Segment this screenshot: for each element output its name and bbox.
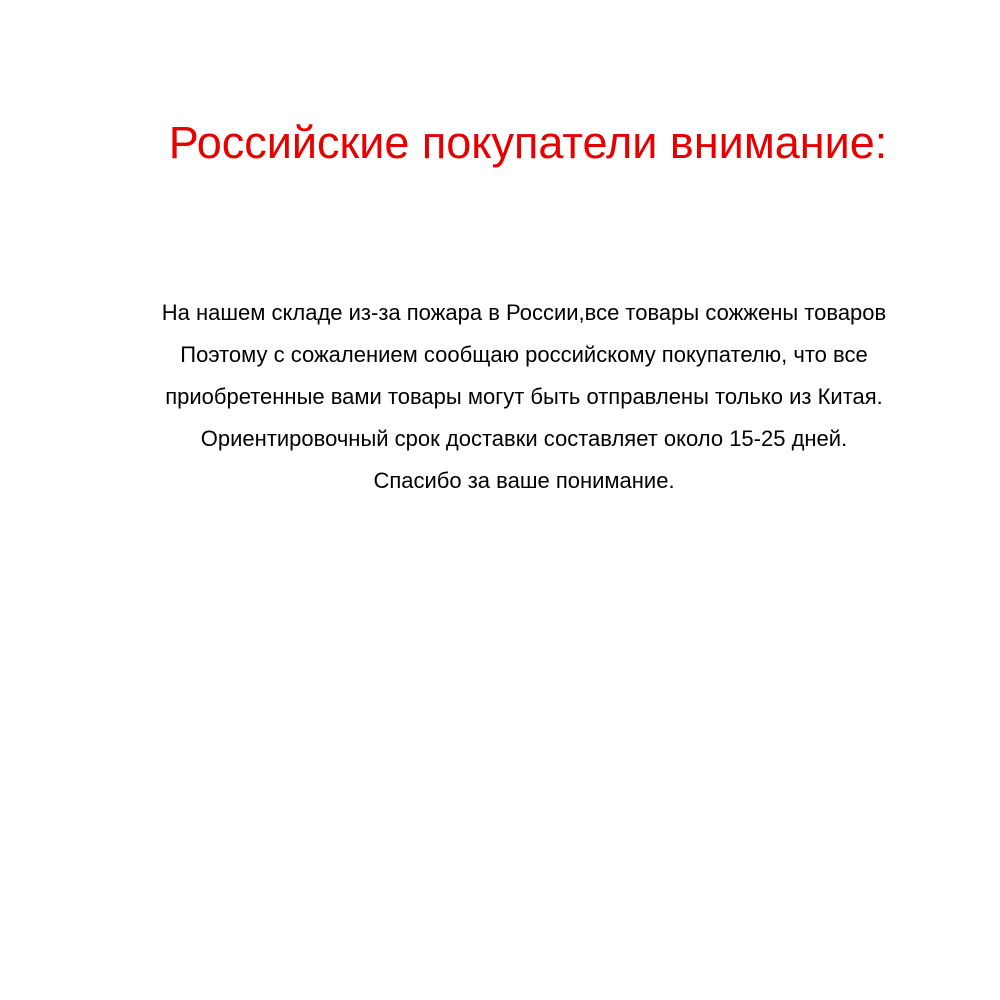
notice-title: Российские покупатели внимание: xyxy=(168,117,888,168)
notice-line-warehouse-fire: На нашем складе из-за пожара в России,все товары сожжены товаров xyxy=(161,300,887,325)
notice-body xyxy=(0,292,1000,502)
notice-line-ship-from-china: приобретенные вами товары могут быть отправлены только из Китая. xyxy=(165,384,883,409)
notice-line-regret: Поэтому с сожалением сообщаю российскому покупателю, что все xyxy=(180,342,868,367)
notice-line-thanks: Спасибо за ваше понимание. xyxy=(373,468,675,493)
notice-line-delivery-time: Ориентировочный срок доставки составляет около 15-25 дней. xyxy=(200,426,848,451)
